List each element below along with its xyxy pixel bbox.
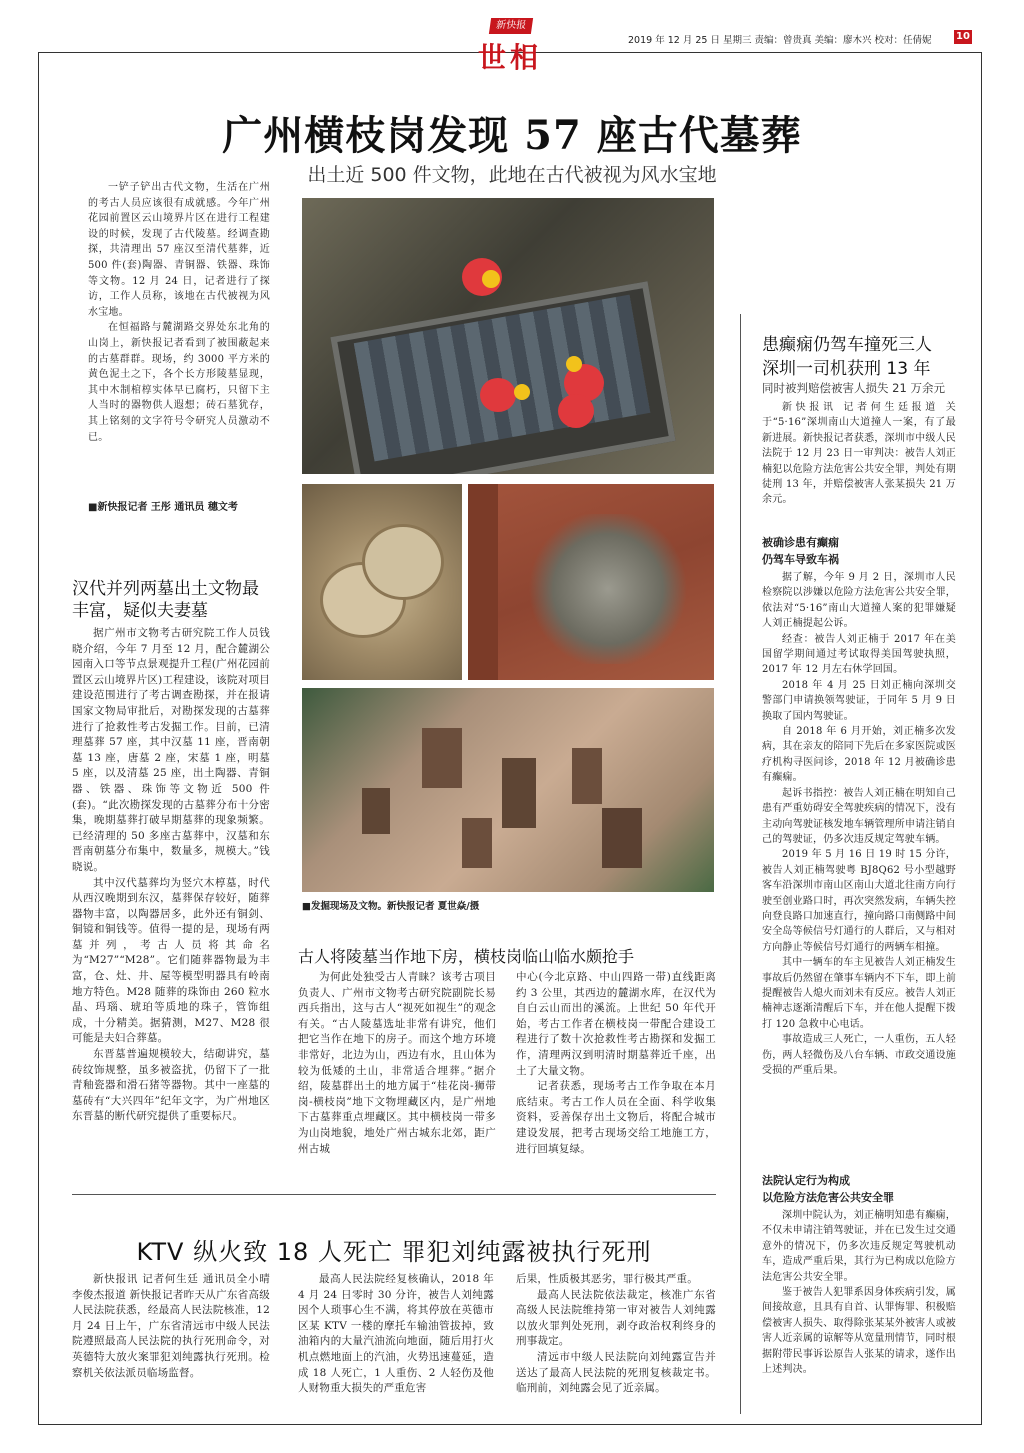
section1-paragraph: 其中汉代墓葬均为竖穴木椁墓，时代从西汉晚期到东汉，墓葬保存较好，随葬器物丰富，以陶器居多，此外还有铜剑、铜镜和铜钱等。值得一提的是，现场有两墓并列，考古人员将其命名为“M27”“M28”。它们随葬器物最为丰富，仓、灶、井、屋等模型明器具有岭南地方特色。M28 随葬的珠饰由 260 粒水晶、玛瑙、琥珀等质地的珠子，管饰组成，十分精美。据猜测，M27、M28 很可能是夫妇合葬墓。 [72, 876, 270, 1045]
worker [480, 378, 516, 412]
grave [462, 818, 492, 868]
section2-paragraph: 中心(今北京路、中山四路一带)直线距离约 3 公里，其西边的麓湖水库，在汉代为自白云山而出的溪流。上世纪 50 年代开始，考古工作者在横枝岗一带配合建设工程进行了数十次抢救性考古勘探和发掘工作，清理两汉到明清时期墓葬近千座，出土了大量文物。 [516, 971, 716, 1077]
ktv-paragraph: 最高人民法院依法裁定，核准广东省高级人民法院维持第一审对被告人刘纯露以放火罪判处死刑，剥夺政治权利终身的刑事裁定。 [516, 1288, 716, 1348]
right-paragraph: 鉴于被告人犯罪系因身体疾病引发，属间接故意，且具有自首、认罪悔罪、积极赔偿被害人损失、取得除张某某外被害人或被害人近亲属的谅解等从宽量刑情节，同时根据附带民事诉讼原告人张某的请求，遂作出上述判决。 [762, 1287, 956, 1376]
ktv-paragraph: 最高人民法院经复核确认，2018 年 4 月 24 日零时 30 分许，被告人刘纯露因个人琐事心生不满，将其停放在英德市区某 KTV 一楼的摩托车输油管拔掉，致油箱内的大量汽油流向地面，随后用打火机点燃地面上的汽油，火势迅速蔓延，造成 18 人死亡，1 人重伤、2 人轻伤及他人财物重大损失的严重危害 [298, 1273, 494, 1395]
section2-heading: 古人将陵墓当作地下房，横枝岗临山临水颇抢手 [298, 947, 635, 966]
ktv-paragraph: 后果，性质极其恶劣，罪行极其严重。 [516, 1273, 698, 1285]
section-title: 世相 [478, 41, 543, 74]
ktv-col2 [298, 1272, 494, 1397]
intro-paragraph: 在恒福路与麓湖路交界处东北角的山岗上，新快报记者看到了被围蔽起来的古墓群群。现场，约 3000 平方米的黄色泥土之下，各个长方形陵墓显现，其中木制棺椁实体早已腐朽，只留下主人当时的器物供人遐想；砖石墓犹存，其上铭刻的文字符号令研究人员激动不已。 [88, 322, 270, 443]
section1-paragraph: 东晋墓普遍规模较大，结砌讲究，墓砖纹饰规整，虽多被盗扰，仍留下了一批青釉瓷器和滑石猪等器物。其中一座墓的墓砖有“大兴四年”纪年文字，为广州地区东晋墓的断代研究提供了重要标尺。 [72, 1048, 270, 1123]
helmet [482, 270, 500, 288]
right-lead-paragraph: 新快报讯 记者何生廷报道 关于“5·16”深圳南山大道撞人一案，有了最新进展。新快报记者获悉，深圳市中级人民法院于 12 月 23 日一审判决：被告人刘正楠犯以危险方法危害公共安全罪，判处有期徒刑 13 年，并赔偿被害人张某损失 21 万余元。 [762, 402, 956, 506]
right-paragraph: 其中一辆车的车主见被告人刘正楠发生事故后仍然留在肇事车辆内不下车，即上前提醒被告人熄火而刘未有反应。被告人刘正楠神志逐渐清醒后下车，并在他人提醒下拨打 120 急救中心电话。 [762, 957, 956, 1030]
helmet [514, 384, 530, 400]
column-rule [740, 314, 741, 1414]
intro-paragraph: 一铲子铲出古代文物，生活在广州的考古人员应该很有成就感。今年广州花园前置区云山境界片区在进行工程建设的时候，发现了古代陵墓。经调查勘探，共清理出 57 座汉至清代墓葬，近 500 件(套)陶器、青铜器、铁器、珠饰等文物。12 月 24 日，记者进行了探访，工作人员称，该地在古代被视为风水宝地。 [88, 182, 270, 318]
right-subheading-1: 被确诊患有癫痫 仍驾车导致车祸 [762, 536, 839, 566]
right-paragraph: 据了解，今年 9 月 2 日，深圳市人民检察院以涉嫌以危险方法危害公共安全罪，依法对“5·16”南山大道撞人案的犯罪嫌疑人刘正楠提起公诉。 [762, 572, 956, 630]
right-paragraph: 起诉书指控：被告人刘正楠在明知自己患有严重妨碍安全驾驶疾病的情况下，没有主动向驾驶证核发地车辆管理所申请注销自己的驾驶证，仍多次违反规定驾驶车辆。 [762, 787, 956, 845]
worker [558, 394, 594, 428]
excavation-photo [302, 198, 714, 474]
aerial-photo [302, 688, 714, 892]
masthead-meta: 2019 年 12 月 25 日 星期三 责编：曾贵真 美编：廖木兴 校对：任倩妮 [628, 35, 932, 46]
right-body-1 [762, 570, 956, 1078]
right-paragraph: 事故造成三人死亡，一人重伤，五人轻伤，两人轻微伤及八台车辆、市政交通设施受损的严重后果。 [762, 1034, 956, 1076]
lead-subheadline: 出土近 500 件文物，此地在古代被视为风水宝地 [307, 164, 717, 186]
bronze-vessel-body [362, 524, 444, 600]
artifact-photo [302, 484, 462, 680]
right-paragraph: 2019 年 5 月 16 日 19 时 15 分许，被告人刘正楠驾驶粤 BJ8Q62 号小型越野客车沿深圳市南山区南山大道北往南方向行驶至创业路口时，再次突然发病，车辆失控向登良路口加速直行，撞向路口南侧路中间安全岛等候信号灯通行的人群后，又与相对方向静止等候信号灯通行的两辆车相撞。 [762, 849, 956, 953]
right-paragraph: 经查：被告人刘正楠于 2017 年在美国留学期间通过考试取得美国驾驶执照，2017 年 12 月左右休学回国。 [762, 633, 956, 676]
right-paragraph: 自 2018 年 6 月开始，刘正楠多次发病，其在亲友的陪同下先后在多家医院或医疗机构寻医问诊，2018 年 12 月被确诊患有癫痫。 [762, 726, 956, 784]
right-body-2 [762, 1208, 956, 1377]
grave [502, 758, 536, 828]
right-paragraph: 深圳中院认为，刘正楠明知患有癫痫，不仅未申请注销驾驶证，并在已发生过交通意外的情况下，仍多次违反规定驾驶机动车，造成严重后果，其行为已构成以危险方法危害公共安全罪。 [762, 1210, 956, 1283]
lead-byline: ■新快报记者 王彤 通讯员 穗文考 [88, 502, 238, 513]
ktv-headline: KTV 纵火致 18 人死亡 罪犯刘纯露被执行死刑 [136, 1238, 652, 1266]
section2-col1 [298, 970, 496, 1157]
grave [362, 788, 390, 834]
helmet [566, 356, 582, 372]
section1-paragraph: 据广州市文物考古研究院工作人员钱晓介绍，今年 7 月至 12 月，配合麓湖公园南入口等节点景观提升工程(广州花园前置区云山境界片区)工程建设，该院对项目建设范围进行了考古调查勘探，并在报请国家文物局审批后，对勘探发现的古墓葬进行了抢救性考古发掘工作。目前，已清理墓葬 57 座，其中汉墓 11 座，晋南朝墓 13 座，唐墓 2 座，宋墓 1 座，明墓 5 座，以及清墓 25 座，出土陶器、青铜器、铁器、珠饰等文物近 500 件(套)。“此次勘探发现的古墓葬分布十分密集，晚期墓葬打破早期墓葬的现象频繁。已经清理的 50 多座古墓葬中，汉墓和东晋南朝墓分布集中，数量多，规模大。”钱晓说。 [72, 627, 270, 873]
right-subheading-2: 法院认定行为构成 以危险方法危害公共安全罪 [762, 1174, 894, 1204]
pottery-pile [528, 514, 688, 664]
section1-heading: 汉代并列两墓出土文物最丰富，疑似夫妻墓 [72, 579, 259, 621]
ktv-rule [72, 1194, 716, 1195]
pit-wall [468, 484, 498, 680]
lead-intro [88, 180, 270, 445]
right-headline-2: 深圳一司机获刑 13 年 [762, 359, 931, 379]
grave [572, 748, 602, 804]
ktv-paragraph: 新快报讯 记者何生廷 通讯员全小晴 李俊杰报道 新快报记者昨天从广东省高级人民法院获悉，经最高人民法院核准，12 月 24 日上午，广东省清远市中级人民法院遵照最高人民法院的执行死刑命令，对英德特大放火案罪犯刘纯露执行死刑。检察机关依法派员临场监督。 [72, 1273, 270, 1379]
grave [422, 728, 462, 788]
page-number: 10 [954, 30, 972, 44]
right-headline-1: 患癫痫仍驾车撞死三人 [762, 335, 932, 355]
masthead-logo: 新快报 [489, 18, 533, 34]
grave [602, 808, 642, 868]
lead-headline: 广州横枝岗发现 57 座古代墓葬 [222, 112, 802, 159]
ktv-col1 [72, 1272, 270, 1381]
photo-caption: ■发掘现场及文物。新快报记者 夏世焱/摄 [302, 901, 480, 912]
right-paragraph: 2018 年 4 月 25 日刘正楠向深圳交警部门申请换领驾驶证，于同年 5 月 9 日换取了国内驾驶证。 [762, 679, 956, 722]
right-subheadline: 同时被判赔偿被害人损失 21 万余元 [762, 381, 945, 395]
ktv-paragraph: 清远市中级人民法院向刘纯露宣告并送达了最高人民法院的死刑复核裁定书。临刑前，刘纯露会见了近亲属。 [516, 1350, 716, 1395]
right-lead [762, 400, 956, 508]
section1-body [72, 626, 270, 1125]
section2-col2 [516, 970, 716, 1157]
ktv-col3 [516, 1272, 716, 1397]
section2-paragraph: 为何此处独受古人青睐？该考古项目负责人、广州市文物考古研究院副院长易西兵指出，这与古人“视死如视生”的观念有关。“古人陵墓选址非常有讲究，他们把它当作在地下的房子。而这个地方环境非常好，北边为山，西边有水，且山体为较为低矮的土山，非常适合埋葬。”据介绍，陵墓群出土的地方属于“桂花岗-狮带岗-横枝岗”地下文物埋藏区内，是广州地下古墓葬重点埋藏区。其中横枝岗一带多为山岗地貌，地处广州古城东北郊，距广州古城 [298, 971, 496, 1155]
section2-paragraph: 记者获悉，现场考古工作争取在本月底结束。考古工作人员在全面、科学收集资料，妥善保存出土文物后，将配合城市建设发展，把考古现场交给工地施工方，进行回填复绿。 [516, 1080, 716, 1155]
pottery-photo [468, 484, 714, 680]
